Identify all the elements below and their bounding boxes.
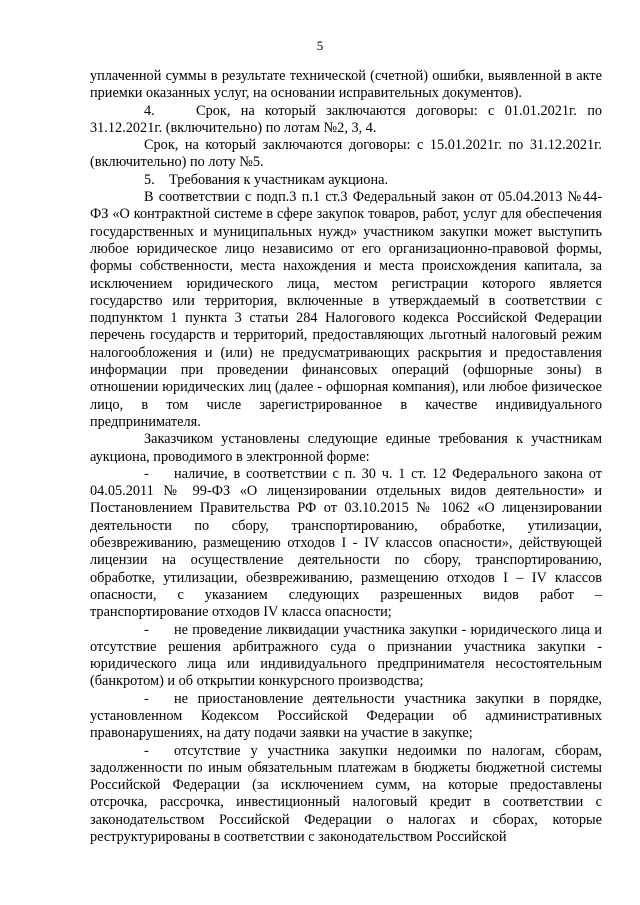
list-item-text: не проведение ликвидации участника закупки - юридического лица и отсутствие решения арбитражного суда о признании участника закупки - юридического лица или индивидуального предпринимателя несостоятельным (банкротом) и об открытии конкурсного производства; bbox=[90, 621, 602, 690]
section-heading-participant-requirements: 5. Требования к участникам аукциона. bbox=[144, 171, 389, 188]
page-number: 5 bbox=[316, 38, 324, 53]
list-dash-marker: - bbox=[144, 690, 149, 707]
list-item-no-tax-arrears bbox=[90, 743, 602, 847]
list-dash-marker: - bbox=[144, 465, 149, 482]
paragraph-uniform-requirements-intro: Заказчиком установлены следующие единые требования к участникам аукциона, проводимого в электронной форме: bbox=[90, 431, 602, 465]
paragraph-contract-term-lot-5: Срок, на который заключаются договоры: с 15.01.2021г. по 31.12.2021г. (включительно) по лоту №5. bbox=[90, 137, 602, 171]
paragraph-eligible-participants: В соответствии с подп.3 п.1 ст.3 Федеральный закон от 05.04.2013 №44-ФЗ «О контрактной системе в сфере закупок товаров, работ, услуг для обеспечения государственных и муниципальных нужд» участником закупки может выступить любое юридическое лицо независимо от его организационно-правовой формы, формы собственности, места нахождения и места происхождения капитала, за исключением юридического лица, местом регистрации которого является государство или территория, включенные в утверждаемый в соответствии с подпунктом 1 пункта 3 статьи 284 Налогового кодекса Российской Федерации перечень государств и территорий, предоставляющих льготный налоговый режим налогообложения и (или) не предусматривающих раскрытия и предоставления информации при проведении финансовых операций (офшорные зоны) в отношении юридических лиц (далее - офшорная компания), или любое физическое лицо, в том числе зарегистрированное в качестве индивидуального предпринимателя. bbox=[90, 189, 602, 430]
paragraph-payment-correction: уплаченной суммы в результате технической (счетной) ошибки, выявленной в акте приемки оказанных услуг, на основании исправительных документов). bbox=[90, 68, 602, 102]
list-item-license-requirement bbox=[90, 466, 602, 622]
list-item-text: не приостановление деятельности участника закупки в порядке, установленном Кодексом Российской Федерации об административных правонарушениях, на дату подачи заявки на участие в закупке; bbox=[90, 690, 602, 742]
list-item-text: наличие, в соответствии с п. 30 ч. 1 ст. 12 Федерального закона от 04.05.2011 № 99-ФЗ «О лицензировании отдельных видов деятельности» и Постановлением Правительства РФ от 03.10.2015 № 1062 «О лицензировании деятельности по сбору, транспортированию, обработке, утилизации, обезвреживанию, размещению отходов I - IV классов опасности», действующей лицензии на осуществление деятельности по сбору, транспортированию, обработке, утилизации, обезвреживанию, размещению отходов I – IV классов опасности, с указанием следующих разрешенных видов работ – транспортирование отходов IV класса опасности; bbox=[90, 465, 602, 621]
list-dash-marker: - bbox=[144, 742, 149, 759]
list-item-no-liquidation bbox=[90, 622, 602, 691]
document-body bbox=[90, 68, 602, 846]
paragraph-contract-term-lots-2-4: 4. Срок, на который заключаются договоры: с 01.01.2021г. по 31.12.2021г. (включительно) по лотам №2, 3, 4. bbox=[90, 102, 602, 136]
list-item-text: отсутствие у участника закупки недоимки по налогам, сборам, задолженности по иным обязательным платежам в бюджеты бюджетной системы Российской Федерации (за исключением сумм, на которые предоставлены отсрочка, рассрочка, инвестиционный налоговый кредит в соответствии с законодательством Российской Федерации о налогах и сборах, которые реструктурированы в соответствии с законодательством Российской bbox=[90, 742, 602, 846]
list-item-no-suspension bbox=[90, 691, 602, 743]
list-dash-marker: - bbox=[144, 621, 149, 638]
